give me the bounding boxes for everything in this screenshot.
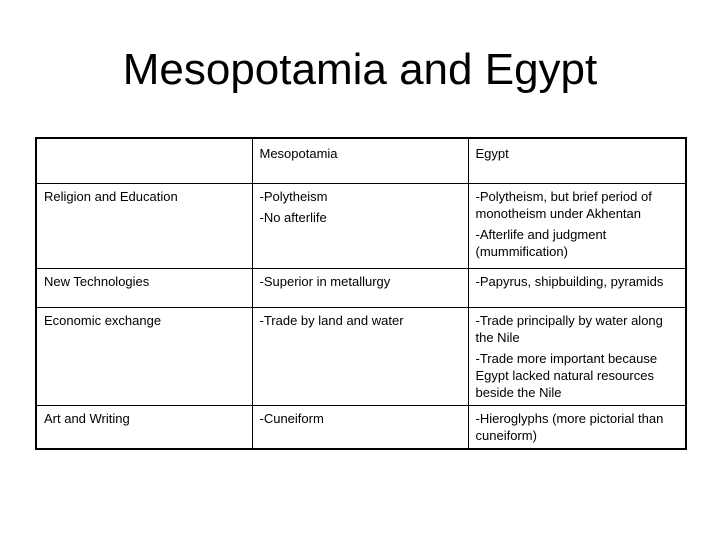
cell-line: -Trade more important because Egypt lacked natural resources beside the Nile — [475, 351, 658, 400]
table-row — [36, 308, 686, 406]
table-row — [36, 184, 686, 269]
cell-line: -Polytheism, but brief period of monotheism under Akhentan — [475, 189, 652, 221]
table-row — [36, 406, 686, 450]
cell-egypt-art — [468, 406, 686, 450]
row-label-religion: Religion and Education — [36, 184, 252, 269]
cell-line: -Cuneiform — [259, 411, 324, 426]
table-header-row — [36, 138, 686, 184]
cell-egypt-technologies — [468, 269, 686, 308]
row-label-economic: Economic exchange — [36, 308, 252, 406]
cell-mesopotamia-religion — [252, 184, 468, 269]
cell-egypt-religion — [468, 184, 686, 269]
cell-line: -No afterlife — [259, 210, 327, 225]
header-cell-empty — [36, 138, 252, 184]
table-row — [36, 269, 686, 308]
cell-mesopotamia-technologies — [252, 269, 468, 308]
cell-line: -Polytheism — [259, 189, 328, 204]
comparison-table — [35, 137, 687, 450]
cell-line: -Superior in metallurgy — [259, 274, 391, 289]
cell-line: -Hieroglyphs (more pictorial than cuneiform) — [475, 411, 664, 443]
cell-line: -Trade principally by water along the Nile — [475, 313, 663, 345]
header-cell-egypt: Egypt — [468, 138, 686, 184]
cell-mesopotamia-art — [252, 406, 468, 450]
cell-line: -Afterlife and judgment (mummification) — [475, 227, 607, 259]
row-label-art: Art and Writing — [36, 406, 252, 450]
cell-mesopotamia-economic — [252, 308, 468, 406]
cell-line: -Trade by land and water — [259, 313, 404, 328]
cell-line: -Papyrus, shipbuilding, pyramids — [475, 274, 664, 289]
cell-egypt-economic — [468, 308, 686, 406]
slide-title: Mesopotamia and Egypt — [122, 45, 598, 94]
row-label-technologies: New Technologies — [36, 269, 252, 308]
header-cell-mesopotamia: Mesopotamia — [252, 138, 468, 184]
